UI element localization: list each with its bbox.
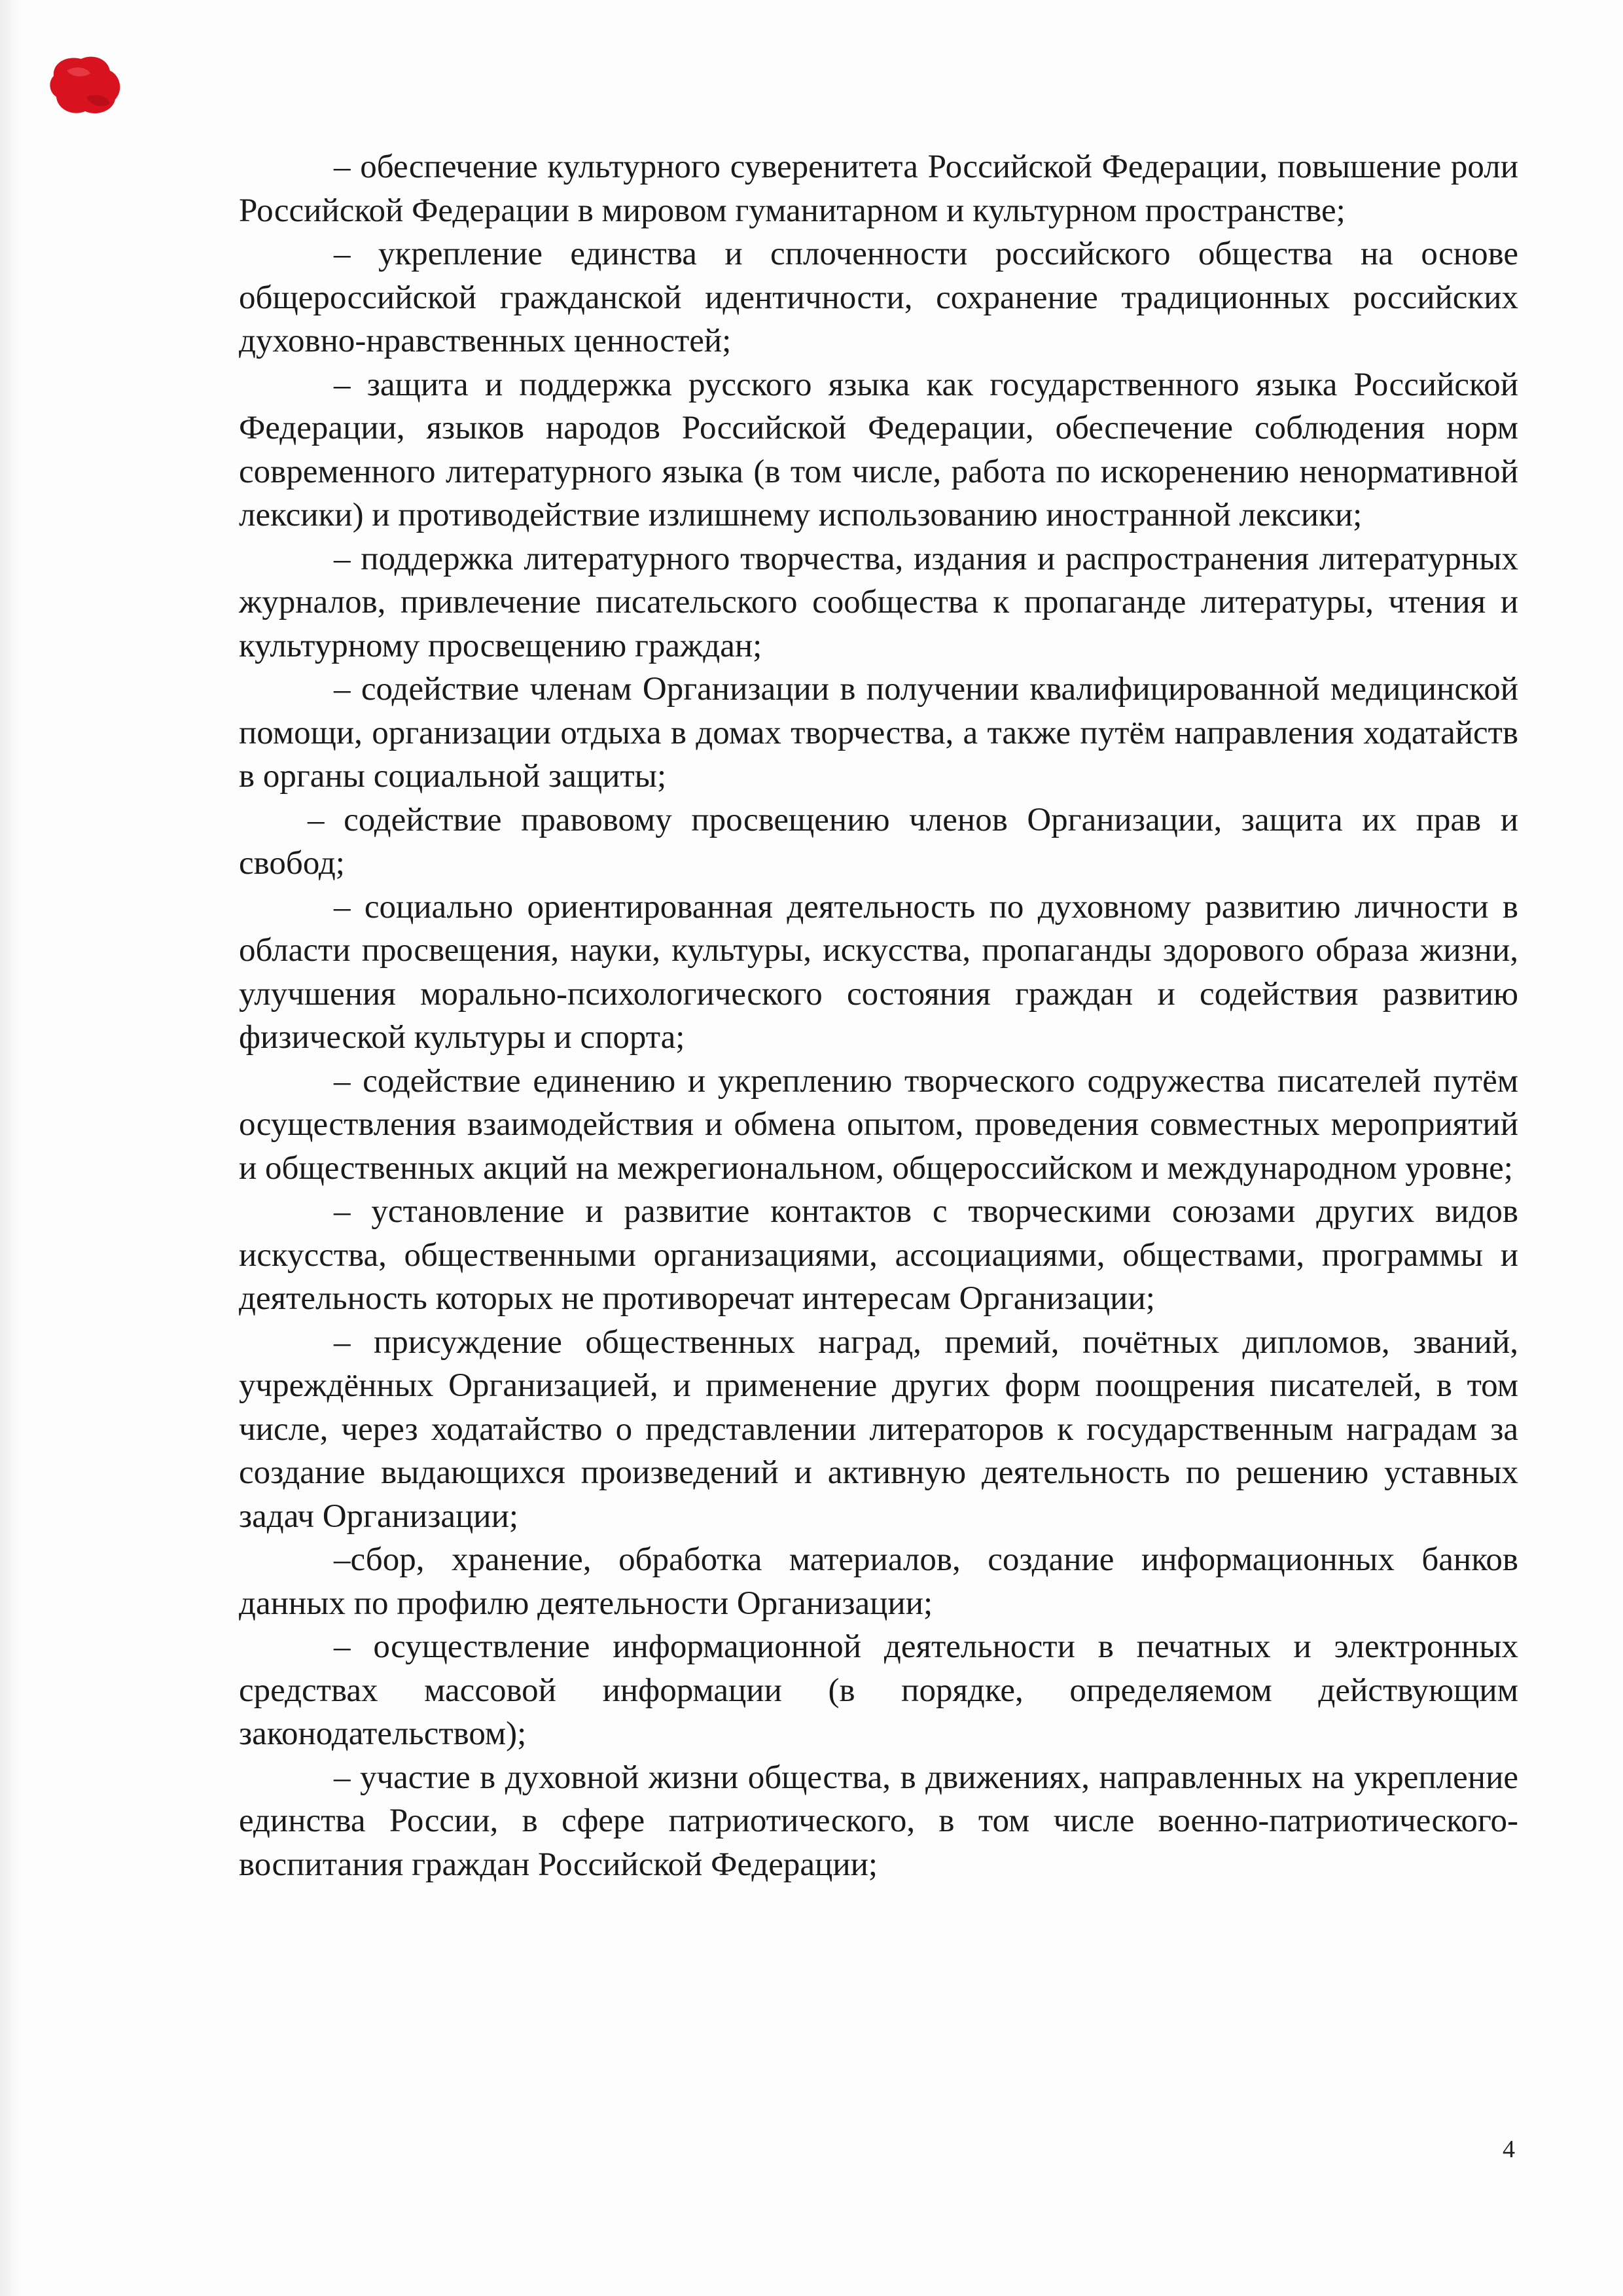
paragraph-spiritual-development: – социально ориентированная деятельность по духовному развитию личности в области просвещения, науки, культуры, искусства, пропаганды здорового образа жизни, улучшения морально-психологического состояния граждан и содействия развитию физической культуры и спорта;	[239, 888, 1518, 1056]
red-wax-seal	[47, 51, 126, 119]
paragraph-data-collection: –сбор, хранение, обработка материалов, создание информационных банков данных по профилю деятельности Организации;	[239, 1541, 1518, 1622]
paragraph-russian-language: – защита и поддержка русского языка как государственного языка Российской Федерации, языков народов Российской Федерации, обеспечение соблюдения норм современного литературного языка (в том числе, работа по искоренению ненормативной лексики) и противодействие излишнему использованию иностранной лексики;	[239, 366, 1518, 533]
paragraph-unity-society: – укрепление единства и сплоченности российского общества на основе общероссийской гражданской идентичности, сохранение традиционных российских духовно-нравственных ценностей;	[239, 236, 1518, 359]
paragraph-spiritual-life: – участие в духовной жизни общества, в движениях, направленных на укрепление единства России, в сфере патриотического, в том числе военно-патриотического-воспитания граждан Российской Федерации;	[239, 1759, 1518, 1883]
paragraph-legal-education: – содействие правовому просвещению членов Организации, защита их прав и свобод;	[239, 801, 1518, 882]
document-body	[239, 145, 1518, 1886]
paragraph-medical-assistance: – содействие членам Организации в получении квалифицированной медицинской помощи, организации отдыха в домах творчества, а также путём направления ходатайств в органы социальной защиты;	[239, 671, 1518, 795]
paragraph-information-activity: – осуществление информационной деятельности в печатных и электронных средствах массовой информации (в порядке, определяемом действующим законодательством);	[239, 1628, 1518, 1752]
paragraph-cultural-sovereignty: – обеспечение культурного суверенитета Российской Федерации, повышение роли Российской Федерации в мировом гуманитарном и культурном пространстве;	[239, 149, 1518, 229]
paragraph-writers-commonwealth: – содействие единению и укреплению творческого содружества писателей путём осуществления взаимодействия и обмена опытом, проведения совместных мероприятий и общественных акций на межрегиональном, общероссийском и международном уровне;	[239, 1062, 1518, 1187]
page-number: 4	[1503, 2136, 1515, 2163]
paragraph-awards: – присуждение общественных наград, премий, почётных дипломов, званий, учреждённых Организацией, и применение других форм поощрения писателей, в том числе, через ходатайство о представлении литераторов к государственным наградам за создание выдающихся произведений и активную деятельность по решению уставных задач Организации;	[239, 1323, 1518, 1535]
paragraph-contacts-unions: – установление и развитие контактов с творческими союзами других видов искусства, общественными организациями, ассоциациями, обществами, программы и деятельность которых не противоречат интересам Организации;	[239, 1193, 1518, 1317]
paragraph-literary-creativity: – поддержка литературного творчества, издания и распространения литературных журналов, привлечение писательского сообщества к пропаганде литературы, чтения и культурному просвещению граждан;	[239, 540, 1518, 664]
scan-edge-shading	[0, 0, 20, 2296]
